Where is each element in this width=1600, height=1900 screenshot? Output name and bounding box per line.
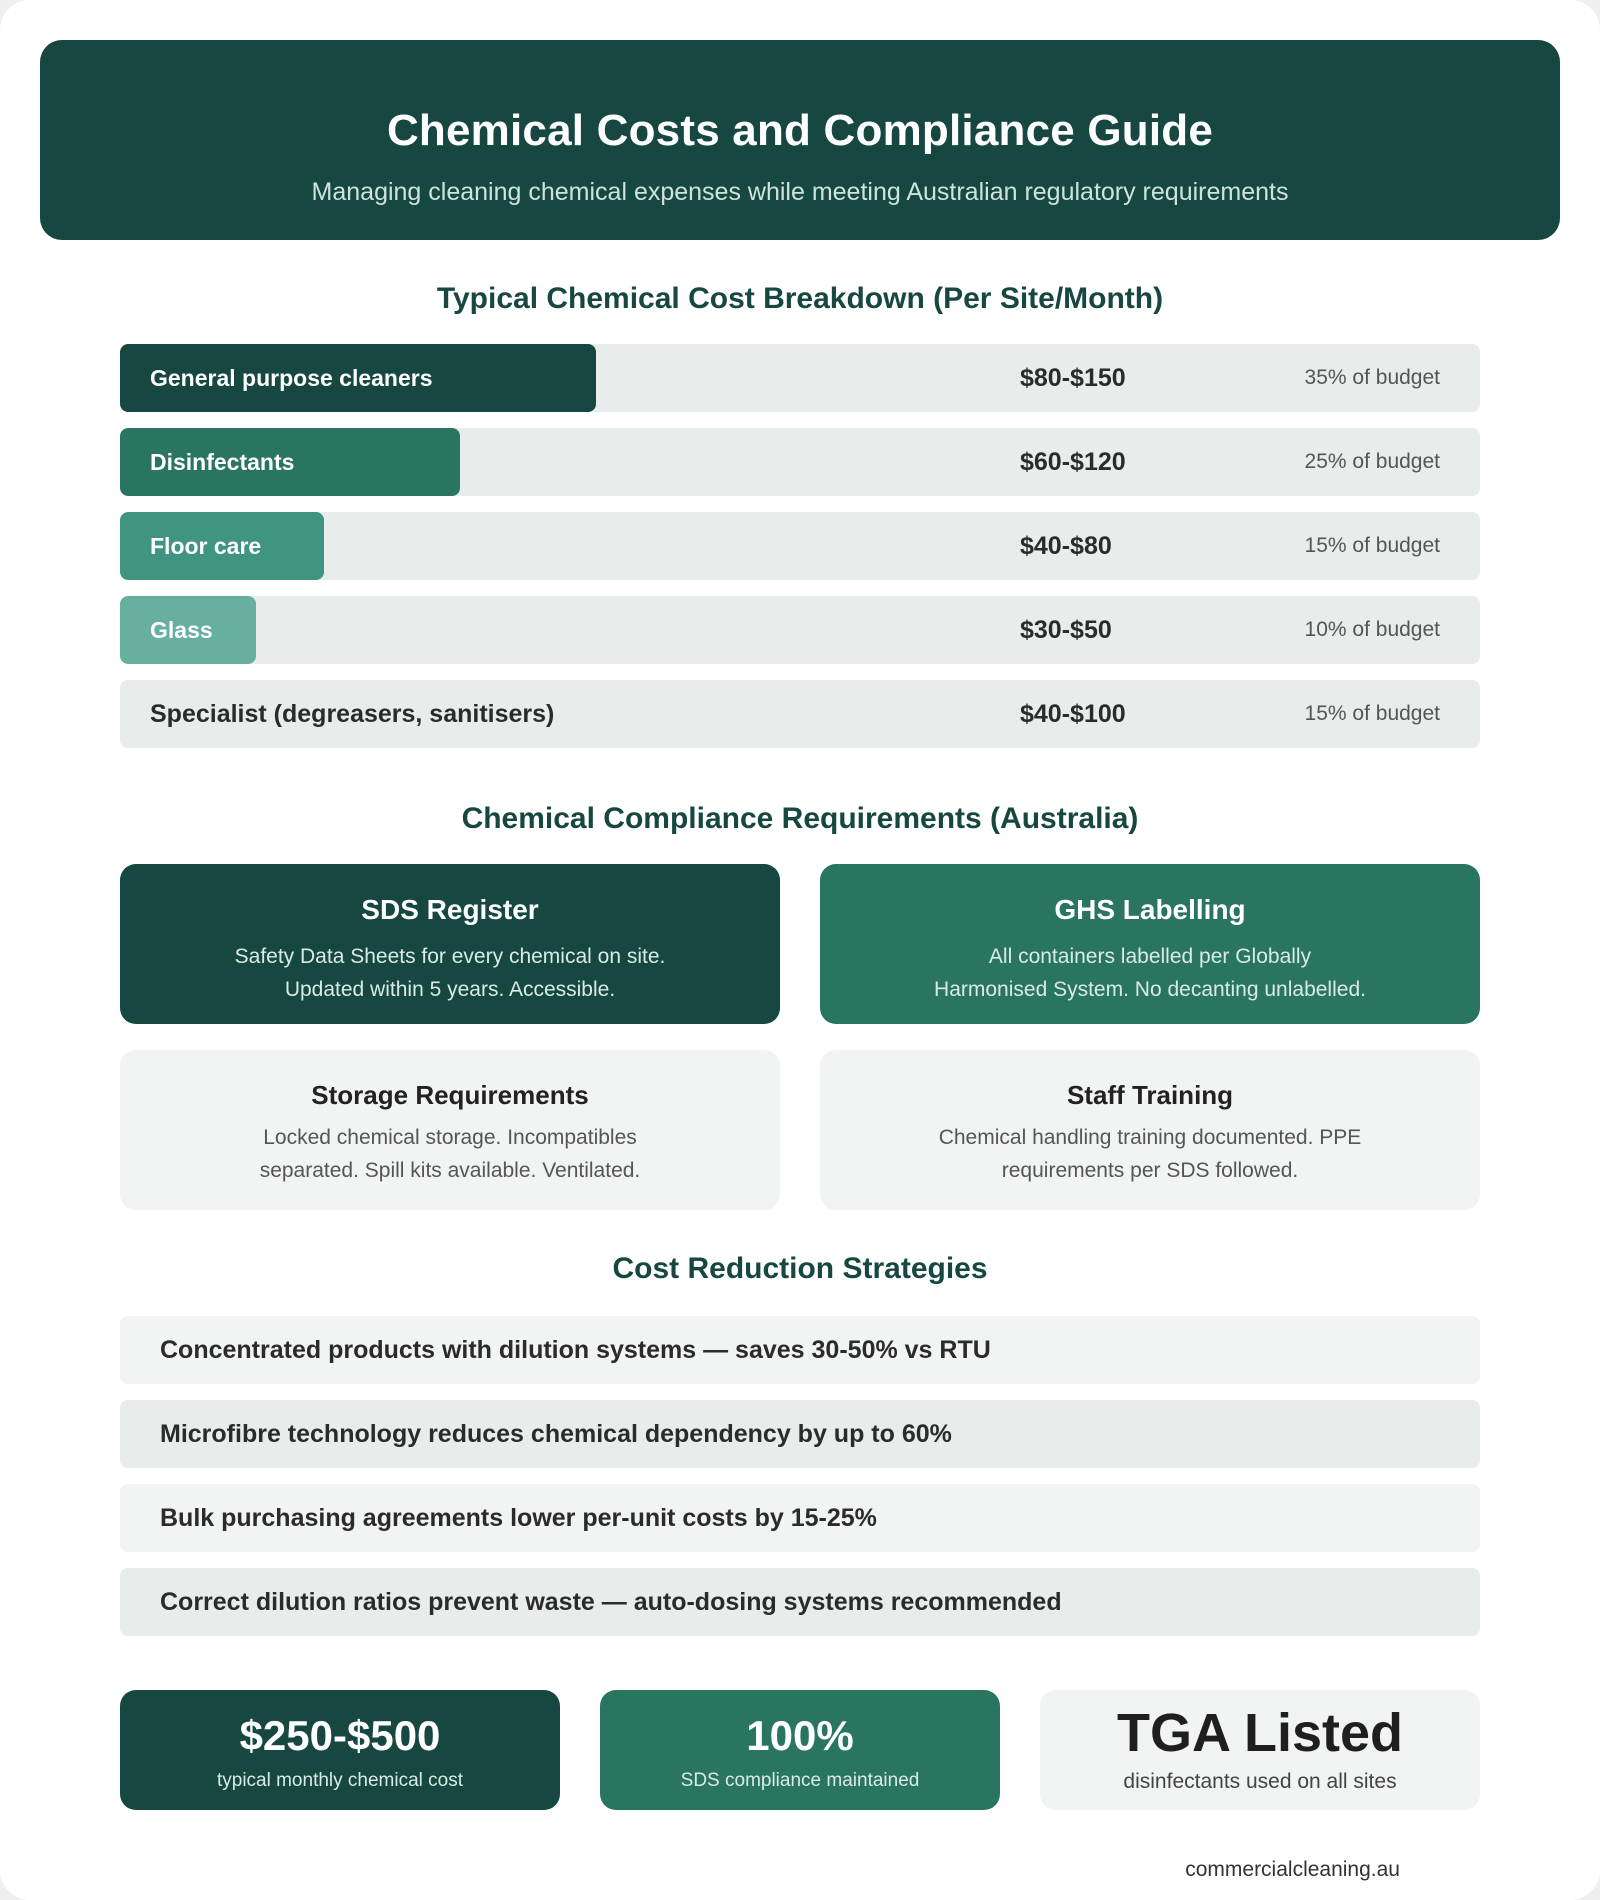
page-title: Chemical Costs and Compliance Guide xyxy=(386,106,1214,155)
cost-range-value: $30-$50 xyxy=(1020,616,1112,644)
stat-label: typical monthly chemical cost xyxy=(216,1770,464,1791)
budget-share-text: 10% of budget xyxy=(1304,618,1440,641)
cost-row-specialist xyxy=(120,680,1480,748)
cost-category-label: General purpose cleaners xyxy=(150,365,433,391)
header-banner xyxy=(40,40,1560,240)
footer-site-url: commercialcleaning.au xyxy=(1185,1858,1400,1881)
card-text: Chemical handling training documented. PPE requirements per SDS followed. xyxy=(938,1126,1362,1182)
strategy-item: Microfibre technology reduces chemical dependency by up to 60% xyxy=(120,1400,1480,1468)
budget-share-text: 25% of budget xyxy=(1304,450,1440,473)
stat-label: disinfectants used on all sites xyxy=(1123,1770,1397,1793)
stat-value: $250-$500 xyxy=(239,1712,441,1759)
card-text: Safety Data Sheets for every chemical on site. Updated within 5 years. Accessible. xyxy=(234,945,666,1001)
stat-label: SDS compliance maintained xyxy=(680,1770,920,1791)
sds-compliance-stat xyxy=(600,1690,1000,1810)
cost-breakdown-title: Typical Chemical Cost Breakdown (Per Site/Month) xyxy=(436,282,1164,315)
ghs-labelling-card xyxy=(820,864,1480,1024)
strategy-item: Correct dilution ratios prevent waste — auto-dosing systems recommended xyxy=(120,1568,1480,1636)
tga-listed-stat xyxy=(1040,1690,1480,1810)
card-text: All containers labelled per Globally Harmonised System. No decanting unlabelled. xyxy=(934,945,1366,1001)
cost-row-glass xyxy=(120,596,1480,664)
cost-category-label: Floor care xyxy=(150,533,262,559)
strategies-title: Cost Reduction Strategies xyxy=(612,1252,988,1285)
cost-category-label: Glass xyxy=(150,617,213,643)
card-title: SDS Register xyxy=(361,894,539,925)
card-title: GHS Labelling xyxy=(1054,894,1246,925)
stat-value: TGA Listed xyxy=(1116,1703,1403,1763)
monthly-cost-stat xyxy=(120,1690,560,1810)
cost-range-value: $80-$150 xyxy=(1020,364,1126,392)
cost-row-general xyxy=(120,344,1480,412)
budget-share-text: 15% of budget xyxy=(1304,534,1440,557)
storage-requirements-card xyxy=(120,1050,780,1210)
staff-training-card xyxy=(820,1050,1480,1210)
strategy-item: Concentrated products with dilution systems — saves 30-50% vs RTU xyxy=(120,1316,1480,1384)
cost-row-floor-care xyxy=(120,512,1480,580)
cost-row-disinfectants xyxy=(120,428,1480,496)
cost-category-label: Specialist (degreasers, sanitisers) xyxy=(150,700,555,728)
page-subtitle: Managing cleaning chemical expenses while meeting Australian regulatory requirements xyxy=(311,178,1289,206)
budget-share-text: 35% of budget xyxy=(1304,366,1440,389)
compliance-title: Chemical Compliance Requirements (Australia) xyxy=(461,802,1139,835)
card-title: Storage Requirements xyxy=(311,1080,589,1110)
stat-value: 100% xyxy=(746,1712,854,1759)
strategy-item: Bulk purchasing agreements lower per-unit costs by 15-25% xyxy=(120,1484,1480,1552)
budget-share-text: 15% of budget xyxy=(1304,702,1440,725)
card-text: Locked chemical storage. Incompatibles separated. Spill kits available. Ventilated. xyxy=(259,1126,641,1182)
cost-range-value: $40-$80 xyxy=(1020,532,1112,560)
card-title: Staff Training xyxy=(1066,1080,1234,1110)
cost-range-value: $40-$100 xyxy=(1020,700,1126,728)
cost-range-value: $60-$120 xyxy=(1020,448,1126,476)
cost-category-label: Disinfectants xyxy=(150,449,295,475)
sds-register-card xyxy=(120,864,780,1024)
